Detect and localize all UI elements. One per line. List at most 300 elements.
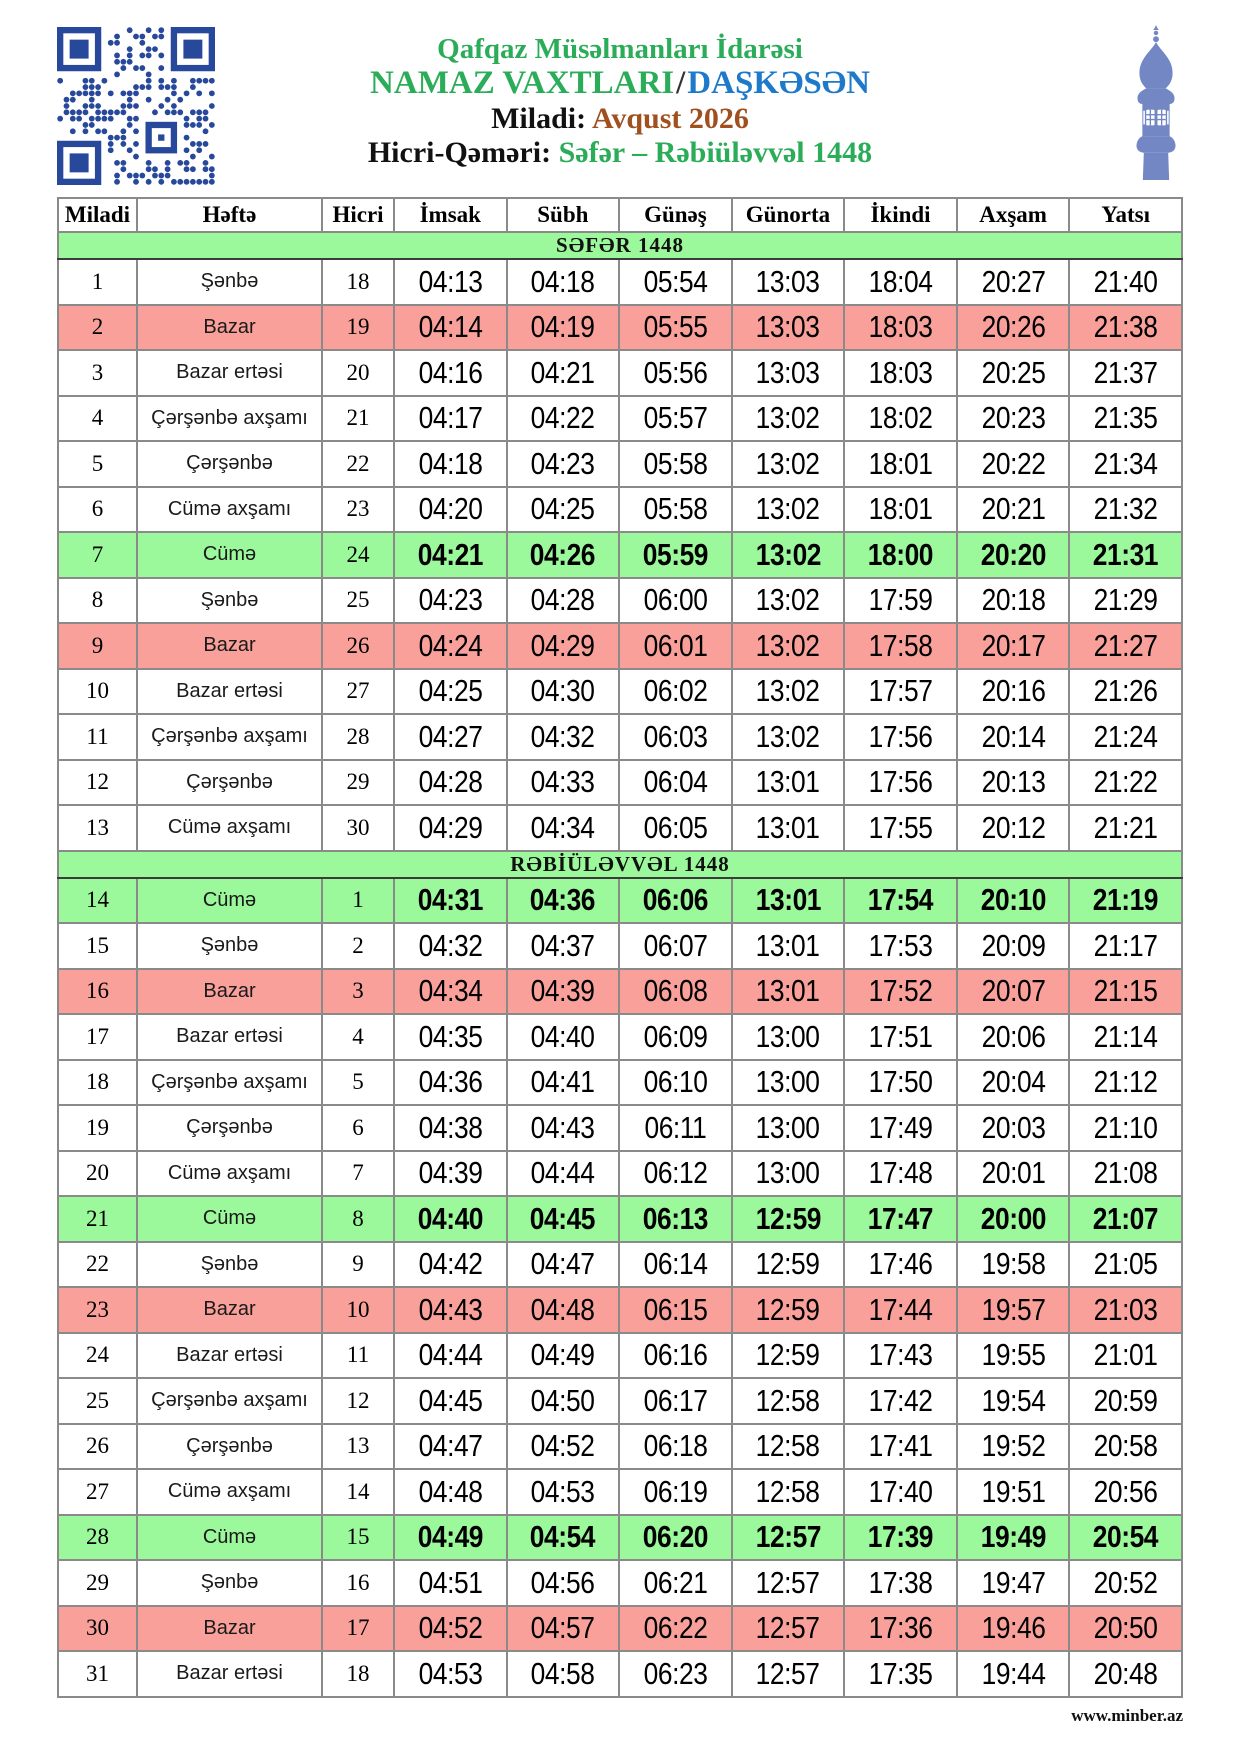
cell-time-6	[732, 714, 845, 760]
cell-time-4	[507, 441, 620, 487]
cell-time-8	[957, 805, 1070, 851]
cell-time-3	[394, 1105, 507, 1151]
time-value: 04:42	[418, 1246, 483, 1282]
cell-time-9	[1069, 1515, 1182, 1561]
cell-day: Çərşənbə axşamı	[137, 396, 322, 442]
time-value: 20:09	[981, 927, 1045, 963]
table-row	[58, 1333, 1182, 1379]
cell-time-8	[957, 1515, 1070, 1561]
time-value: 12:58	[756, 1382, 820, 1418]
cell-miladi: 21	[58, 1196, 137, 1242]
time-value: 18:01	[868, 445, 933, 481]
cell-hicri: 29	[322, 760, 394, 806]
cell-time-7	[844, 441, 957, 487]
time-value: 17:48	[868, 1155, 933, 1191]
time-value: 13:00	[756, 1155, 820, 1191]
cell-time-4	[507, 1014, 620, 1060]
cell-time-7	[844, 1151, 957, 1197]
cell-day: Bazar	[137, 1287, 322, 1333]
table-row	[58, 305, 1182, 351]
cell-time-8	[957, 969, 1070, 1015]
table-row	[58, 1242, 1182, 1288]
time-value: 21:07	[1093, 1200, 1159, 1236]
time-value: 13:00	[756, 1018, 820, 1054]
cell-time-4	[507, 805, 620, 851]
cell-time-6	[732, 350, 845, 396]
time-value: 20:01	[981, 1155, 1045, 1191]
time-value: 21:31	[1093, 536, 1159, 572]
cell-time-4	[507, 350, 620, 396]
cell-miladi: 10	[58, 669, 137, 715]
cell-time-4	[507, 532, 620, 578]
cell-miladi: 5	[58, 441, 137, 487]
time-value: 04:29	[530, 627, 595, 663]
table-row	[58, 623, 1182, 669]
cell-time-6	[732, 1378, 845, 1424]
cell-time-3	[394, 487, 507, 533]
time-value: 04:54	[530, 1519, 596, 1555]
table-row	[58, 1060, 1182, 1106]
time-value: 06:17	[643, 1382, 708, 1418]
cell-miladi: 1	[58, 259, 137, 305]
cell-time-4	[507, 487, 620, 533]
cell-time-9	[1069, 441, 1182, 487]
time-value: 04:33	[530, 764, 595, 800]
time-value: 18:00	[867, 536, 934, 572]
time-value: 21:40	[1093, 263, 1158, 299]
time-value: 21:19	[1093, 882, 1159, 918]
time-value: 17:47	[867, 1200, 934, 1236]
time-value: 06:01	[643, 627, 708, 663]
time-value: 05:55	[643, 309, 708, 345]
table-row	[58, 578, 1182, 624]
time-value: 06:00	[643, 582, 708, 618]
prayer-times-table	[57, 197, 1183, 1698]
cell-miladi: 2	[58, 305, 137, 351]
cell-hicri: 6	[322, 1105, 394, 1151]
cell-time-4	[507, 623, 620, 669]
time-value: 21:24	[1093, 718, 1158, 754]
cell-time-9	[1069, 1196, 1182, 1242]
cell-miladi: 3	[58, 350, 137, 396]
time-value: 04:28	[418, 764, 483, 800]
time-value: 06:19	[643, 1473, 708, 1509]
cell-time-5	[619, 487, 732, 533]
table-row	[58, 1196, 1182, 1242]
time-value: 04:49	[530, 1337, 595, 1373]
cell-time-8	[957, 350, 1070, 396]
cell-time-9	[1069, 487, 1182, 533]
cell-time-9	[1069, 760, 1182, 806]
time-value: 21:17	[1093, 927, 1158, 963]
time-value: 04:25	[530, 491, 595, 527]
cell-time-3	[394, 305, 507, 351]
cell-time-8	[957, 760, 1070, 806]
time-value: 13:03	[756, 263, 820, 299]
cell-time-8	[957, 1333, 1070, 1379]
time-value: 21:34	[1093, 445, 1158, 481]
cell-time-3	[394, 623, 507, 669]
cell-miladi: 9	[58, 623, 137, 669]
city-name: DAŞKƏSƏN	[687, 65, 870, 102]
time-value: 13:01	[756, 973, 820, 1009]
time-value: 04:50	[530, 1382, 595, 1418]
time-value: 12:59	[755, 1200, 821, 1236]
cell-time-6	[732, 805, 845, 851]
cell-time-9	[1069, 669, 1182, 715]
cell-day: Cümə	[137, 878, 322, 924]
time-value: 04:52	[530, 1428, 595, 1464]
cell-time-4	[507, 396, 620, 442]
column-header-5: Günəş	[619, 198, 732, 232]
time-value: 05:59	[642, 536, 709, 572]
time-value: 06:13	[642, 1200, 709, 1236]
time-value: 04:48	[530, 1291, 595, 1327]
time-value: 04:34	[530, 809, 595, 845]
cell-time-8	[957, 1196, 1070, 1242]
cell-time-8	[957, 1378, 1070, 1424]
cell-miladi: 27	[58, 1469, 137, 1515]
miladi-value: Avqust 2026	[591, 102, 749, 136]
time-value: 19:46	[981, 1610, 1045, 1646]
time-value: 20:58	[1093, 1428, 1158, 1464]
time-value: 04:30	[530, 673, 595, 709]
hicri-value: Səfər – Rəbiüləvvəl 1448	[558, 136, 873, 170]
column-header-1: Həftə	[137, 198, 322, 232]
time-value: 06:23	[643, 1655, 708, 1691]
cell-time-6	[732, 1606, 845, 1652]
cell-time-7	[844, 760, 957, 806]
qr-code	[57, 27, 215, 185]
cell-time-4	[507, 1424, 620, 1470]
cell-time-7	[844, 969, 957, 1015]
table-row	[58, 760, 1182, 806]
cell-time-3	[394, 1606, 507, 1652]
cell-miladi: 14	[58, 878, 137, 924]
cell-miladi: 28	[58, 1515, 137, 1561]
table-row	[58, 259, 1182, 305]
time-value: 20:16	[981, 673, 1045, 709]
cell-time-9	[1069, 350, 1182, 396]
cell-time-6	[732, 487, 845, 533]
time-value: 21:32	[1093, 491, 1158, 527]
column-header-0: Miladi	[58, 198, 137, 232]
cell-time-3	[394, 760, 507, 806]
page-title	[225, 65, 1015, 102]
time-value: 12:58	[756, 1428, 820, 1464]
section-header-row	[58, 851, 1182, 878]
cell-time-6	[732, 1060, 845, 1106]
cell-time-5	[619, 1469, 732, 1515]
time-value: 17:56	[868, 764, 933, 800]
cell-miladi: 11	[58, 714, 137, 760]
cell-day: Cümə	[137, 1515, 322, 1561]
cell-time-8	[957, 623, 1070, 669]
section-title: SƏFƏR 1448	[58, 232, 1182, 259]
cell-time-8	[957, 259, 1070, 305]
cell-day: Cümə axşamı	[137, 1151, 322, 1197]
table-row	[58, 1287, 1182, 1333]
time-value: 19:57	[981, 1291, 1045, 1327]
time-value: 04:48	[418, 1473, 483, 1509]
time-value: 20:13	[981, 764, 1045, 800]
cell-day: Çərşənbə axşamı	[137, 714, 322, 760]
cell-time-5	[619, 805, 732, 851]
table-row	[58, 1515, 1182, 1561]
cell-time-8	[957, 669, 1070, 715]
time-value: 13:02	[756, 673, 820, 709]
cell-time-7	[844, 805, 957, 851]
time-value: 04:53	[530, 1473, 595, 1509]
time-value: 04:23	[530, 445, 595, 481]
cell-time-3	[394, 1014, 507, 1060]
time-value: 19:54	[981, 1382, 1045, 1418]
time-value: 04:44	[418, 1337, 483, 1373]
cell-time-9	[1069, 1469, 1182, 1515]
time-value: 21:12	[1093, 1064, 1158, 1100]
cell-day: Bazar	[137, 969, 322, 1015]
cell-time-5	[619, 714, 732, 760]
cell-time-9	[1069, 1651, 1182, 1697]
cell-time-3	[394, 969, 507, 1015]
time-value: 20:12	[981, 809, 1045, 845]
time-value: 12:57	[756, 1655, 820, 1691]
cell-time-5	[619, 350, 732, 396]
cell-time-6	[732, 441, 845, 487]
time-value: 20:18	[981, 582, 1045, 618]
time-value: 19:51	[981, 1473, 1045, 1509]
cell-time-4	[507, 1378, 620, 1424]
time-value: 17:44	[868, 1291, 933, 1327]
time-value: 12:57	[755, 1519, 821, 1555]
cell-hicri: 14	[322, 1469, 394, 1515]
time-value: 17:50	[868, 1064, 933, 1100]
time-value: 21:10	[1093, 1109, 1158, 1145]
time-value: 18:04	[868, 263, 933, 299]
cell-hicri: 13	[322, 1424, 394, 1470]
cell-miladi: 6	[58, 487, 137, 533]
cell-day: Bazar ertəsi	[137, 1651, 322, 1697]
cell-time-9	[1069, 578, 1182, 624]
time-value: 04:45	[418, 1382, 483, 1418]
cell-time-7	[844, 1515, 957, 1561]
time-value: 13:02	[756, 491, 820, 527]
time-value: 17:55	[868, 809, 933, 845]
cell-time-5	[619, 441, 732, 487]
cell-day: Çərşənbə axşamı	[137, 1378, 322, 1424]
cell-time-9	[1069, 623, 1182, 669]
cell-time-6	[732, 1105, 845, 1151]
column-header-row	[58, 198, 1182, 232]
time-value: 17:51	[868, 1018, 933, 1054]
cell-time-4	[507, 305, 620, 351]
table-row	[58, 878, 1182, 924]
time-value: 04:29	[418, 809, 483, 845]
cell-time-6	[732, 878, 845, 924]
cell-time-6	[732, 1424, 845, 1470]
cell-time-7	[844, 1651, 957, 1697]
table-row	[58, 1651, 1182, 1697]
cell-miladi: 19	[58, 1105, 137, 1151]
time-value: 04:52	[418, 1610, 483, 1646]
cell-time-5	[619, 760, 732, 806]
time-value: 21:01	[1093, 1337, 1158, 1373]
cell-time-7	[844, 1060, 957, 1106]
time-value: 21:14	[1093, 1018, 1158, 1054]
cell-day: Bazar ertəsi	[137, 1333, 322, 1379]
cell-hicri: 19	[322, 305, 394, 351]
cell-time-9	[1069, 259, 1182, 305]
column-header-8: Axşam	[957, 198, 1070, 232]
cell-hicri: 4	[322, 1014, 394, 1060]
cell-time-5	[619, 1424, 732, 1470]
cell-time-7	[844, 1196, 957, 1242]
time-value: 20:04	[981, 1064, 1045, 1100]
cell-miladi: 7	[58, 532, 137, 578]
cell-time-6	[732, 305, 845, 351]
table-row	[58, 805, 1182, 851]
time-value: 20:10	[980, 882, 1046, 918]
time-value: 04:21	[417, 536, 483, 572]
time-value: 06:16	[643, 1337, 708, 1373]
table-row	[58, 669, 1182, 715]
cell-miladi: 12	[58, 760, 137, 806]
cell-time-5	[619, 1651, 732, 1697]
cell-time-7	[844, 396, 957, 442]
time-value: 04:43	[418, 1291, 483, 1327]
time-value: 04:58	[530, 1655, 595, 1691]
table-row	[58, 1469, 1182, 1515]
cell-time-3	[394, 1333, 507, 1379]
cell-time-9	[1069, 923, 1182, 969]
time-value: 12:59	[756, 1337, 820, 1373]
cell-miladi: 13	[58, 805, 137, 851]
cell-hicri: 7	[322, 1151, 394, 1197]
cell-hicri: 27	[322, 669, 394, 715]
cell-time-5	[619, 1242, 732, 1288]
cell-hicri: 28	[322, 714, 394, 760]
cell-day: Cümə	[137, 1196, 322, 1242]
cell-time-5	[619, 969, 732, 1015]
time-value: 19:55	[981, 1337, 1045, 1373]
cell-day: Çərşənbə axşamı	[137, 1060, 322, 1106]
time-value: 17:59	[868, 582, 933, 618]
cell-time-4	[507, 578, 620, 624]
cell-hicri: 5	[322, 1060, 394, 1106]
website-text: www.minber.az	[1071, 1706, 1183, 1725]
cell-time-9	[1069, 969, 1182, 1015]
time-value: 20:17	[981, 627, 1045, 663]
cell-time-7	[844, 350, 957, 396]
cell-day: Şənbə	[137, 1560, 322, 1606]
time-value: 04:40	[530, 1018, 595, 1054]
cell-day: Şənbə	[137, 923, 322, 969]
time-value: 04:36	[418, 1064, 483, 1100]
time-value: 18:01	[868, 491, 933, 527]
time-value: 04:22	[530, 400, 595, 436]
time-value: 04:36	[530, 882, 596, 918]
cell-time-5	[619, 396, 732, 442]
cell-time-4	[507, 1287, 620, 1333]
column-header-7: İkindi	[844, 198, 957, 232]
cell-time-7	[844, 623, 957, 669]
miladi-label: Miladi:	[491, 102, 587, 136]
table-row	[58, 923, 1182, 969]
cell-hicri: 23	[322, 487, 394, 533]
cell-miladi: 20	[58, 1151, 137, 1197]
cell-time-5	[619, 1333, 732, 1379]
time-value: 20:50	[1093, 1610, 1158, 1646]
time-value: 17:38	[868, 1564, 933, 1600]
cell-time-3	[394, 578, 507, 624]
time-value: 20:20	[980, 536, 1046, 572]
cell-hicri: 20	[322, 350, 394, 396]
table-row	[58, 1378, 1182, 1424]
time-value: 17:56	[868, 718, 933, 754]
hicri-line	[225, 136, 1015, 170]
time-value: 21:29	[1093, 582, 1158, 618]
cell-hicri: 18	[322, 259, 394, 305]
time-value: 04:20	[418, 491, 483, 527]
table-row	[58, 350, 1182, 396]
cell-day: Bazar	[137, 623, 322, 669]
cell-time-8	[957, 1560, 1070, 1606]
cell-time-8	[957, 714, 1070, 760]
time-value: 04:37	[530, 927, 595, 963]
cell-time-5	[619, 623, 732, 669]
cell-day: Cümə	[137, 532, 322, 578]
cell-miladi: 4	[58, 396, 137, 442]
time-value: 17:58	[868, 627, 933, 663]
cell-time-3	[394, 1424, 507, 1470]
time-value: 21:37	[1093, 354, 1158, 390]
cell-hicri: 16	[322, 1560, 394, 1606]
cell-hicri: 21	[322, 396, 394, 442]
cell-time-7	[844, 1378, 957, 1424]
cell-time-5	[619, 878, 732, 924]
cell-time-5	[619, 1606, 732, 1652]
cell-day: Cümə axşamı	[137, 805, 322, 851]
cell-day: Bazar	[137, 1606, 322, 1652]
cell-day: Cümə axşamı	[137, 1469, 322, 1515]
cell-time-6	[732, 1515, 845, 1561]
cell-time-8	[957, 1014, 1070, 1060]
cell-hicri: 17	[322, 1606, 394, 1652]
time-value: 18:02	[868, 400, 933, 436]
cell-time-7	[844, 578, 957, 624]
time-value: 20:21	[981, 491, 1045, 527]
time-value: 21:03	[1093, 1291, 1158, 1327]
cell-time-4	[507, 1560, 620, 1606]
cell-time-6	[732, 532, 845, 578]
time-value: 17:39	[867, 1519, 934, 1555]
time-value: 06:06	[642, 882, 709, 918]
time-value: 17:52	[868, 973, 933, 1009]
cell-time-8	[957, 1105, 1070, 1151]
cell-time-9	[1069, 1560, 1182, 1606]
time-value: 17:42	[868, 1382, 933, 1418]
time-value: 06:20	[642, 1519, 709, 1555]
time-value: 17:57	[868, 673, 933, 709]
cell-time-4	[507, 1242, 620, 1288]
time-value: 04:43	[530, 1109, 595, 1145]
cell-day: Şənbə	[137, 578, 322, 624]
time-value: 13:00	[756, 1109, 820, 1145]
cell-time-7	[844, 305, 957, 351]
cell-time-8	[957, 487, 1070, 533]
time-value: 06:18	[643, 1428, 708, 1464]
table-row	[58, 396, 1182, 442]
